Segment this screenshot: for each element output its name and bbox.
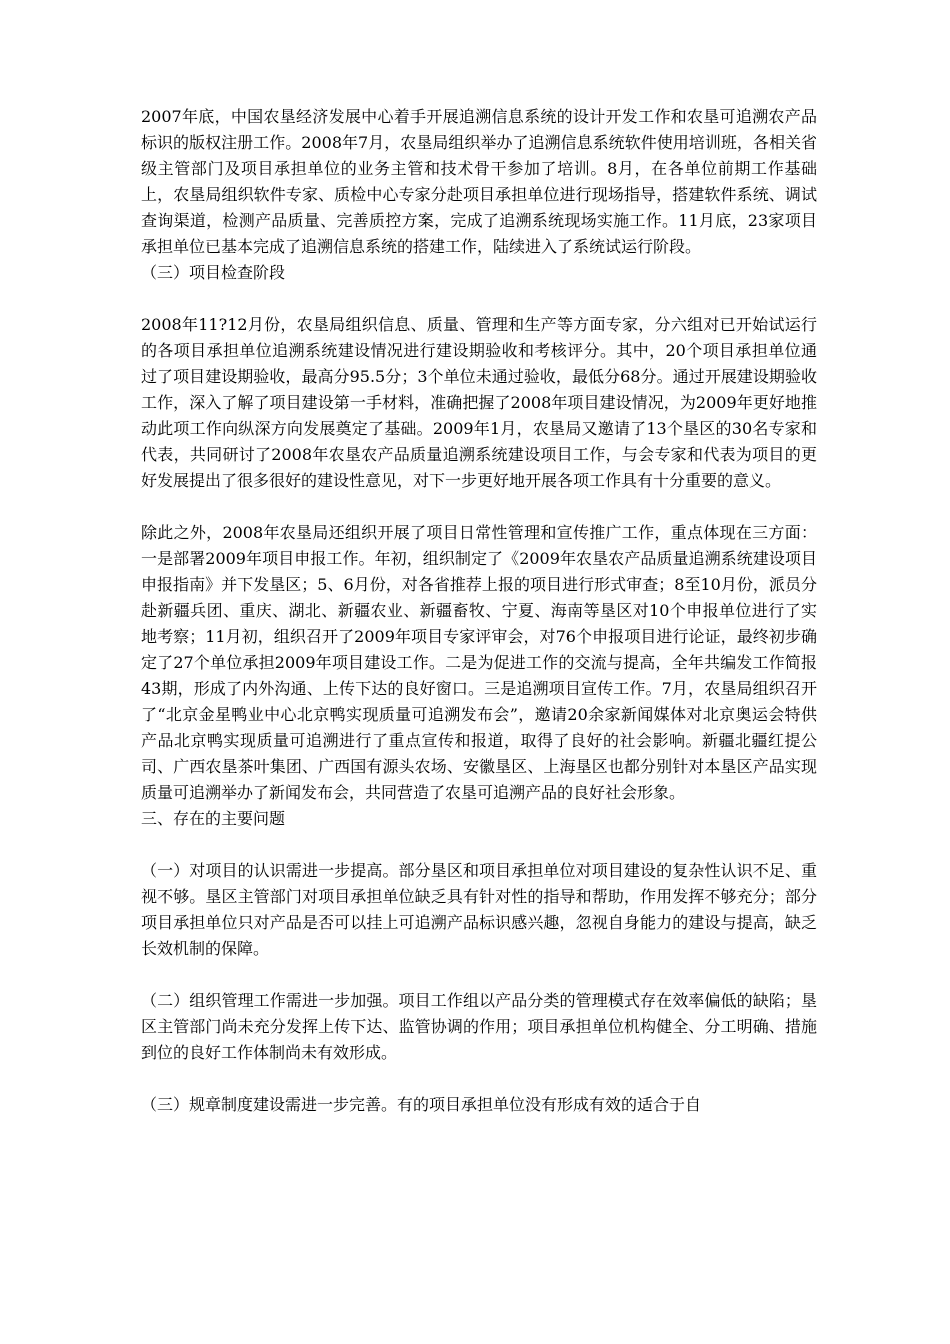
heading-main-problems: 三、存在的主要问题	[141, 809, 286, 828]
paragraph-problem-management: （二）组织管理工作需进一步加强。项目工作组以产品分类的管理模式存在效率偏低的缺陷；垦区主管部门尚未充分发挥上传下达、监管协调的作用；项目承担单位机构健全、分工明确、措施到位的良好工作体制尚未有效形成。	[141, 991, 817, 1062]
paragraph-management-publicity: 除此之外，2008年农垦局还组织开展了项目日常性管理和宣传推广工作，重点体现在三方面：一是部署2009年项目申报工作。年初，组织制定了《2009年农垦农产品质量追溯系统建设项目申报指南》并下发垦区；5、6月份，对各省推荐上报的项目进行形式审查；8至10月份，派员分赴新疆兵团、重庆、湖北、新疆农业、新疆畜牧、宁夏、海南等垦区对10个申报单位进行了实地考察；11月初，组织召开了2009年项目专家评审会，对76个申报项目进行论证，最终初步确定了27个单位承担2009年项目建设工作。二是为促进工作的交流与提高，全年共编发工作简报43期，形成了内外沟通、上传下达的良好窗口。三是追溯项目宣传工作。7月，农垦局组织召开了“北京金星鸭业中心北京鸭实现质量可追溯发布会”，邀请20余家新闻媒体对北京奥运会特供产品北京鸭实现质量可追溯进行了重点宣传和报道，取得了良好的社会影响。新疆北疆红提公司、广西农垦茶叶集团、广西国有源头农场、安徽垦区、上海垦区也都分别针对本垦区产品实现质量可追溯举办了新闻发布会，共同营造了农垦可追溯产品的良好社会形象。	[141, 523, 817, 802]
paragraph-inspection: 2008年11?12月份，农垦局组织信息、质量、管理和生产等方面专家，分六组对已开始试运行的各项目承担单位追溯系统建设情况进行建设期验收和考核评分。其中，20个项目承担单位通过了项目建设期验收，最高分95.5分；3个单位未通过验收，最低分68分。通过开展建设期验收工作，深入了解了项目建设第一手材料，准确把握了2008年项目建设情况，为2009年更好地推动此项工作向纵深方向发展奠定了基础。2009年1月，农垦局又邀请了13个垦区的30名专家和代表，共同研讨了2008年农垦农产品质量追溯系统建设项目工作，与会专家和代表为项目的更好发展提出了很多很好的建设性意见，对下一步更好地开展各项工作具有十分重要的意义。	[141, 315, 817, 490]
heading-inspection-stage: （三）项目检查阶段	[141, 263, 286, 282]
document-body	[141, 104, 817, 1118]
paragraph-problem-regulations: （三）规章制度建设需进一步完善。有的项目承担单位没有形成有效的适合于自	[141, 1095, 702, 1114]
paragraph-implementation: 2007年底，中国农垦经济发展中心着手开展追溯信息系统的设计开发工作和农垦可追溯农产品标识的版权注册工作。2008年7月，农垦局组织举办了追溯信息系统软件使用培训班，各相关省级主管部门及项目承担单位的业务主管和技术骨干参加了培训。8月，在各单位前期工作基础上，农垦局组织软件专家、质检中心专家分赴项目承担单位进行现场指导，搭建软件系统、调试查询渠道，检测产品质量、完善质控方案，完成了追溯系统现场实施工作。11月底，23家项目承担单位已基本完成了追溯信息系统的搭建工作，陆续进入了系统试运行阶段。	[141, 107, 817, 256]
paragraph-problem-awareness: （一）对项目的认识需进一步提高。部分垦区和项目承担单位对项目建设的复杂性认识不足、重视不够。垦区主管部门对项目承担单位缺乏具有针对性的指导和帮助，作用发挥不够充分；部分项目承担单位只对产品是否可以挂上可追溯产品标识感兴趣，忽视自身能力的建设与提高，缺乏长效机制的保障。	[141, 861, 817, 958]
